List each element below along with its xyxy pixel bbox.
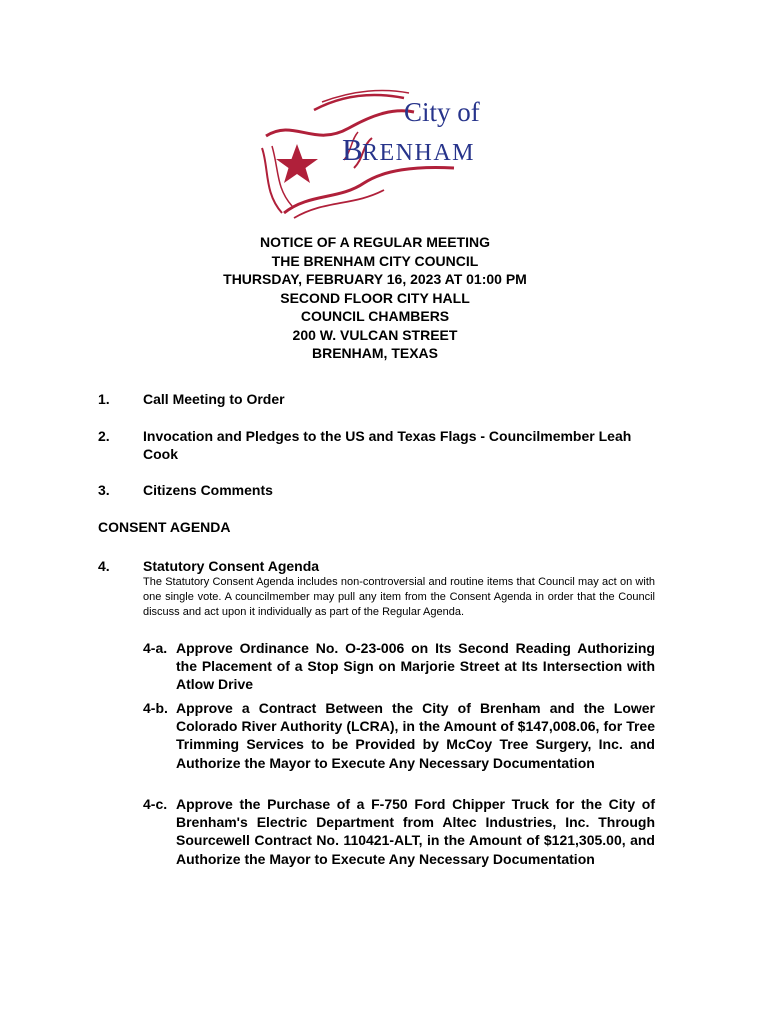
- header-line: BRENHAM, TEXAS: [311, 345, 438, 361]
- header-line: 200 W. VULCAN STREET: [292, 326, 458, 343]
- item-title: Call Meeting to Order: [143, 391, 285, 407]
- flag-star-logo-icon: [254, 88, 499, 220]
- header-line: THURSDAY, FEBRUARY 16, 2023 AT 01:00 PM: [223, 271, 527, 287]
- city-logo: [254, 88, 499, 220]
- consent-subitem: [143, 639, 655, 694]
- subitem-text: Approve a Contract Between the City of Brenham and the Lower Colorado River Authority (LCRA), in the Amount of $147,008.06, for Tree Trimming Services to be Provided by McCoy Tree Surgery, Inc. and Authorize the Mayor to Execute Any Necessary Documentation: [176, 700, 655, 771]
- consent-description: The Statutory Consent Agenda includes non-controversial and routine items that Council may act on with one single vote. A councilmember may pull any item from the Consent Agenda in order that the Council discuss and act upon it individually as part of the Regular Agenda.: [143, 576, 655, 618]
- subitem-text: Approve the Purchase of a F-750 Ford Chipper Truck for the City of Brenham's Electric Department from Altec Industries, Inc. Through Sourcewell Contract No. 110421-ALT, in the Amount of $121,305.00, and Authorize the Mayor to Execute Any Necessary Documentation: [176, 796, 655, 867]
- item-number: 4.: [98, 558, 110, 574]
- svg-text:B: B: [342, 132, 364, 167]
- subitem-id: 4-c.: [143, 796, 168, 812]
- consent-subitem: [143, 699, 655, 772]
- item-title: Statutory Consent Agenda: [143, 558, 320, 574]
- svg-text:RENHAM: RENHAM: [362, 140, 476, 166]
- header-line: THE BRENHAM CITY COUNCIL: [271, 252, 479, 269]
- consent-subitem: [143, 795, 655, 868]
- subitem-text: Approve Ordinance No. O-23-006 on Its Second Reading Authorizing the Placement of a Stop Sign on Marjorie Street at Its Intersection with Atlow Drive: [176, 640, 655, 693]
- meeting-notice-header: [150, 233, 600, 363]
- item-title: Citizens Comments: [143, 482, 273, 498]
- consent-agenda-heading: CONSENT AGENDA: [98, 519, 231, 535]
- item-number: 1.: [98, 391, 110, 407]
- subitem-id: 4-a.: [143, 640, 168, 656]
- subitem-id: 4-b.: [143, 700, 168, 716]
- item-title: Invocation and Pledges to the US and Texas Flags - Councilmember Leah Cook: [143, 428, 632, 462]
- header-line: NOTICE OF A REGULAR MEETING: [260, 234, 490, 250]
- svg-text:City of: City of: [404, 97, 480, 127]
- item-number: 2.: [98, 428, 110, 444]
- header-line: SECOND FLOOR CITY HALL: [280, 289, 470, 306]
- header-line: COUNCIL CHAMBERS: [300, 308, 450, 324]
- item-number: 3.: [98, 482, 110, 498]
